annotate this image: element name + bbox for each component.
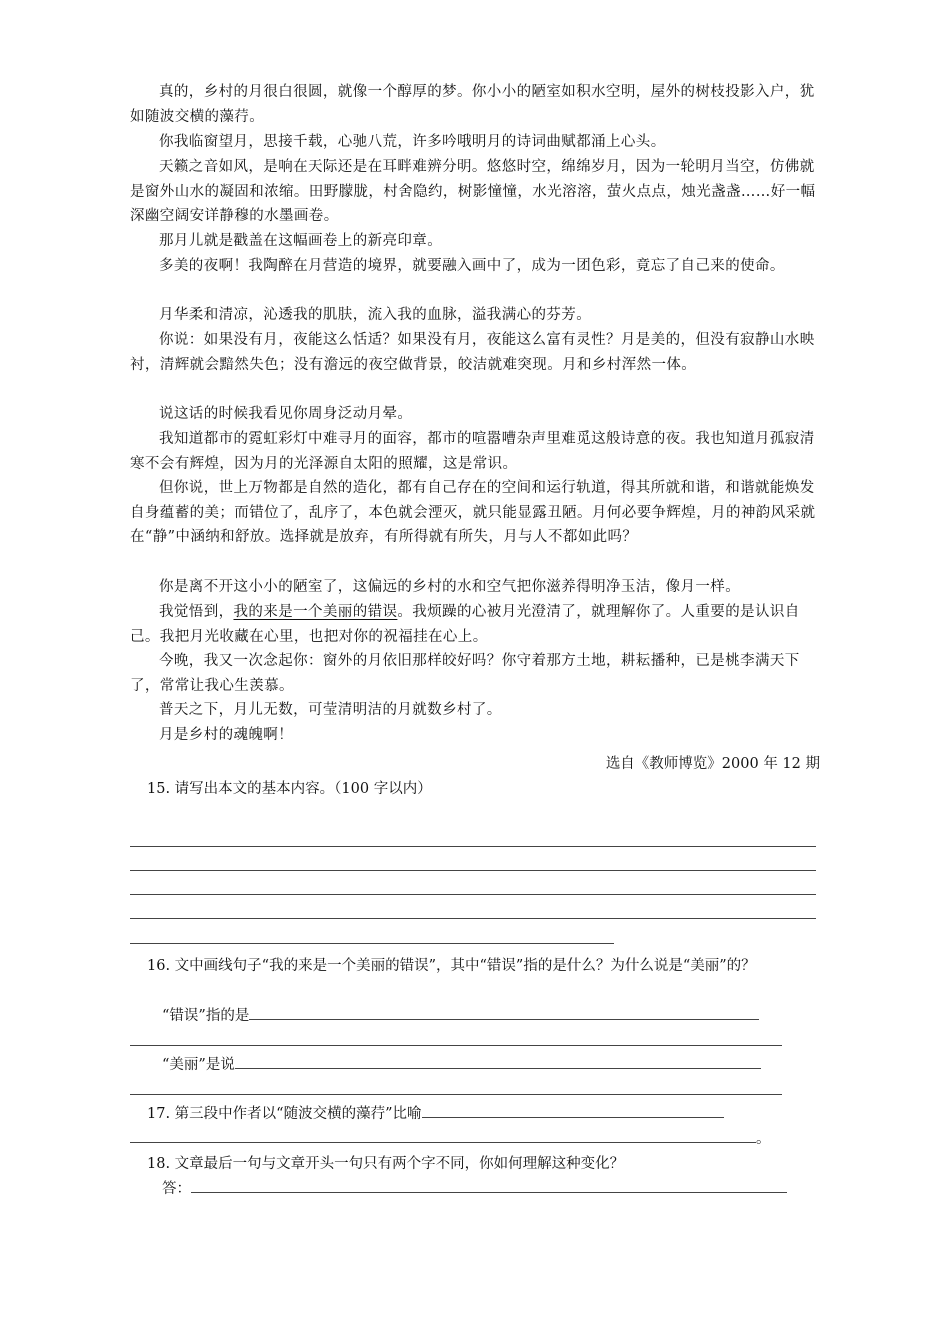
- answer-line-16-1[interactable]: [130, 1045, 782, 1046]
- paragraph-2: 你我临窗望月，思接千载，心驰八荒，许多吟哦明月的诗词曲赋都涌上心头。: [159, 134, 666, 150]
- answer-18: [162, 1176, 787, 1201]
- paragraph-12-start: 我觉悟到，: [159, 604, 234, 620]
- paragraph-13: 今晚，我又一次念起你：窗外的月依旧那样皎好吗？你守着那方土地，耕耘播种，已是桃李满天下了，常常让我心生羡慕。: [130, 653, 800, 694]
- answer-16-error-label: “错误”指的是: [162, 1008, 250, 1024]
- paragraph-10: 但你说，世上万物都是自然的造化，都有自己存在的空间和运行轨道，得其所就和谐，和谐就能焕发自身蕴蓄的美；而错位了，乱序了，本色就会湮灭，就只能显露丑陋。月何必要争辉煌，月的神韵风采就在“静”中涵纳和舒放。选择就是放弃，有所得就有所失，月与人不都如此吗？: [130, 480, 816, 545]
- paragraph-7: 你说：如果没有月，夜能这么恬适？如果没有月，夜能这么富有灵性？月是美的，但没有寂静山水映衬，清辉就会黯然失色；没有澹远的夜空做背景，皎洁就难突现。月和乡村浑然一体。: [130, 332, 815, 373]
- source-citation: 选自《教师博览》2000 年 12 期: [605, 756, 820, 772]
- answer-16-beauty-blank[interactable]: [235, 1052, 761, 1069]
- answer-18-blank[interactable]: [191, 1176, 787, 1193]
- paragraph-5: 多美的夜啊！我陶醉在月营造的境界，就要融入画中了，成为一团色彩，竟忘了自己来的使命。: [159, 258, 785, 274]
- paragraph-15: 月是乡村的魂魄啊！: [159, 727, 294, 743]
- answer-16-beauty-label: “美丽”是说: [162, 1057, 235, 1073]
- paragraph-12-end: 。我烦躁的心被月光澄清了，就理解你了。人重要的是认识自己。我把月光收藏在心里，也把对你的祝福挂在心上。: [130, 604, 800, 645]
- question-17: [147, 1101, 724, 1126]
- answer-line-15-1[interactable]: [130, 846, 816, 847]
- answer-16-error-blank[interactable]: [249, 1003, 759, 1020]
- paragraph-3: 天籁之音如风，是响在天际还是在耳畔难辨分明。悠悠时空，绵绵岁月，因为一轮明月当空，仿佛就是窗外山水的凝固和浓缩。田野朦胧，村舍隐约，树影憧憧，水光溶溶，萤火点点，烛光盏盏……好一幅深幽空阔安详静穆的水墨画卷。: [130, 159, 816, 224]
- question-15: 15. 请写出本文的基本内容。（100 字以内）: [147, 781, 432, 797]
- paragraph-4: 那月儿就是戳盖在这幅画卷上的新亮印章。: [159, 233, 443, 249]
- answer-line-15-3[interactable]: [130, 894, 816, 895]
- answer-line-15-4[interactable]: [130, 918, 816, 919]
- paragraph-6: 月华柔和清凉，沁透我的肌肤，流入我的血脉，溢我满心的芬芳。: [159, 307, 592, 323]
- paragraph-14: 普天之下，月儿无数，可莹清明洁的月就数乡村了。: [159, 702, 502, 718]
- answer-16-beauty: [162, 1052, 761, 1077]
- paragraph-9: 我知道都市的霓虹彩灯中难寻月的面容，都市的喧嚣嘈杂声里难觅这般诗意的夜。我也知道月孤寂清寒不会有辉煌，因为月的光泽源自太阳的照耀，这是常识。: [130, 431, 815, 472]
- answer-18-label: 答：: [162, 1181, 191, 1197]
- answer-17-blank[interactable]: [422, 1101, 724, 1118]
- question-18: 18. 文章最后一句与文章开头一句只有两个字不同，你如何理解这种变化？: [147, 1156, 625, 1172]
- paragraph-8: 说这话的时候我看见你周身泛动月晕。: [159, 406, 413, 422]
- answer-17-continuation: [130, 1126, 771, 1151]
- answer-line-16-2[interactable]: [130, 1094, 782, 1095]
- question-16: [147, 954, 827, 978]
- answer-line-15-2[interactable]: [130, 870, 816, 871]
- underlined-sentence: 我的来是一个美丽的错误: [233, 604, 398, 620]
- answer-line-15-5[interactable]: [130, 943, 614, 944]
- paragraph-1: 真的，乡村的月很白很圆，就像一个醇厚的梦。你小小的陋室如积水空明，屋外的树枝投影入户，犹如随波交横的藻荇。: [130, 84, 815, 125]
- paragraph-12: [130, 600, 820, 649]
- question-17-end: 。: [756, 1131, 771, 1147]
- answer-16-error: [162, 1003, 759, 1028]
- paragraph-11: 你是离不开这小小的陋室了，这偏远的乡村的水和空气把你滋养得明净玉洁，像月一样。: [159, 579, 741, 595]
- question-16-text: 16. 文中画线句子“我的来是一个美丽的错误”，其中“错误”指的是什么？为什么说是“美丽”的？: [147, 958, 756, 974]
- answer-17-blank-2[interactable]: [130, 1126, 756, 1143]
- question-17-text: 17. 第三段中作者以“随波交横的藻荇”比喻: [147, 1106, 422, 1122]
